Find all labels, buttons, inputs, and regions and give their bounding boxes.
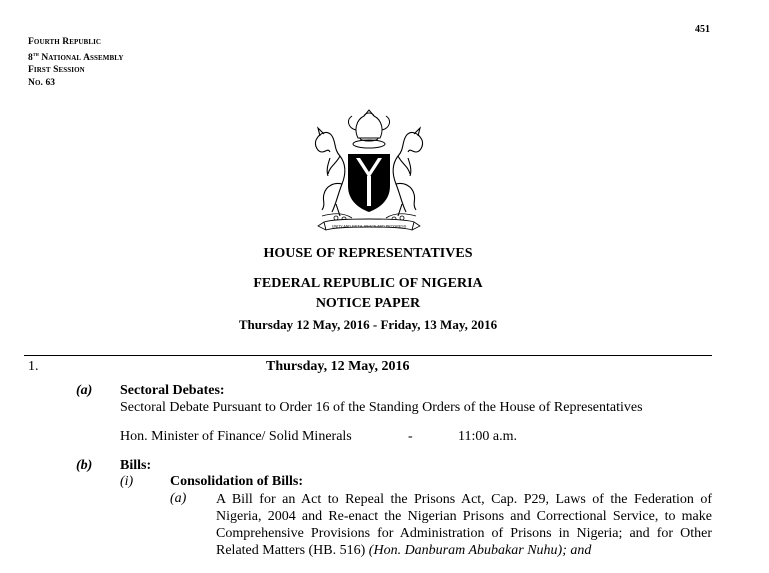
section-date: Thursday, 12 May, 2016 [266,359,410,374]
house-title: HOUSE OF REPRESENTATIVES [263,246,473,261]
assembly-label: 8th National Assembly [28,51,124,63]
minister-dash: - [408,429,413,444]
sitting-dates: Thursday 12 May, 2016 - Friday, 13 May, 2016 [238,317,498,332]
subitem-i-label: (i) [120,474,134,489]
section-number: 1. [28,359,39,374]
item-b-label: (b) [76,458,93,473]
sectoral-debates-heading: Sectoral Debates: [120,383,225,398]
debate-time: 11:00 a.m. [458,429,517,444]
republic-label: Fourth Republic [28,37,102,47]
paper-number: No. 63 [28,77,56,88]
session-header [28,36,124,89]
bills-heading: Bills: [120,458,152,473]
bill-description [216,491,712,559]
sectoral-debates-text: Sectoral Debate Pursuant to Order 16 of the Standing Orders of the House of Representatives [120,400,643,415]
consolidation-heading: Consolidation of Bills: [170,474,304,489]
item-a-label: (a) [76,383,93,398]
republic-title: FEDERAL REPUBLIC OF NIGERIA [253,276,483,291]
bill-item-label: (a) [170,491,187,506]
page-number: 451 [695,24,710,35]
coat-motto: UNITY AND FAITH, PEACE AND PROGRESS [331,224,407,229]
nigeria-coat-of-arms-icon [306,108,432,238]
minister-name: Hon. Minister of Finance/ Solid Minerals [120,429,352,444]
bill-text: A Bill for an Act to Repeal the Prisons Act, Cap. P29, Laws of the Federation of Nigeria, 2004 and Re-enact the Nigerian Prisons and Correctional Service, to make Comprehensive Provisions for Administration of Prisons in Nigeria; and for Other Related Matters (HB. 516) [216,492,712,558]
notice-paper-title: NOTICE PAPER [315,296,421,311]
bill-sponsor: (Hon. Danburam Abubakar Nuhu); and [368,543,592,558]
session-label: First Session [28,65,85,75]
section-divider [24,355,712,356]
